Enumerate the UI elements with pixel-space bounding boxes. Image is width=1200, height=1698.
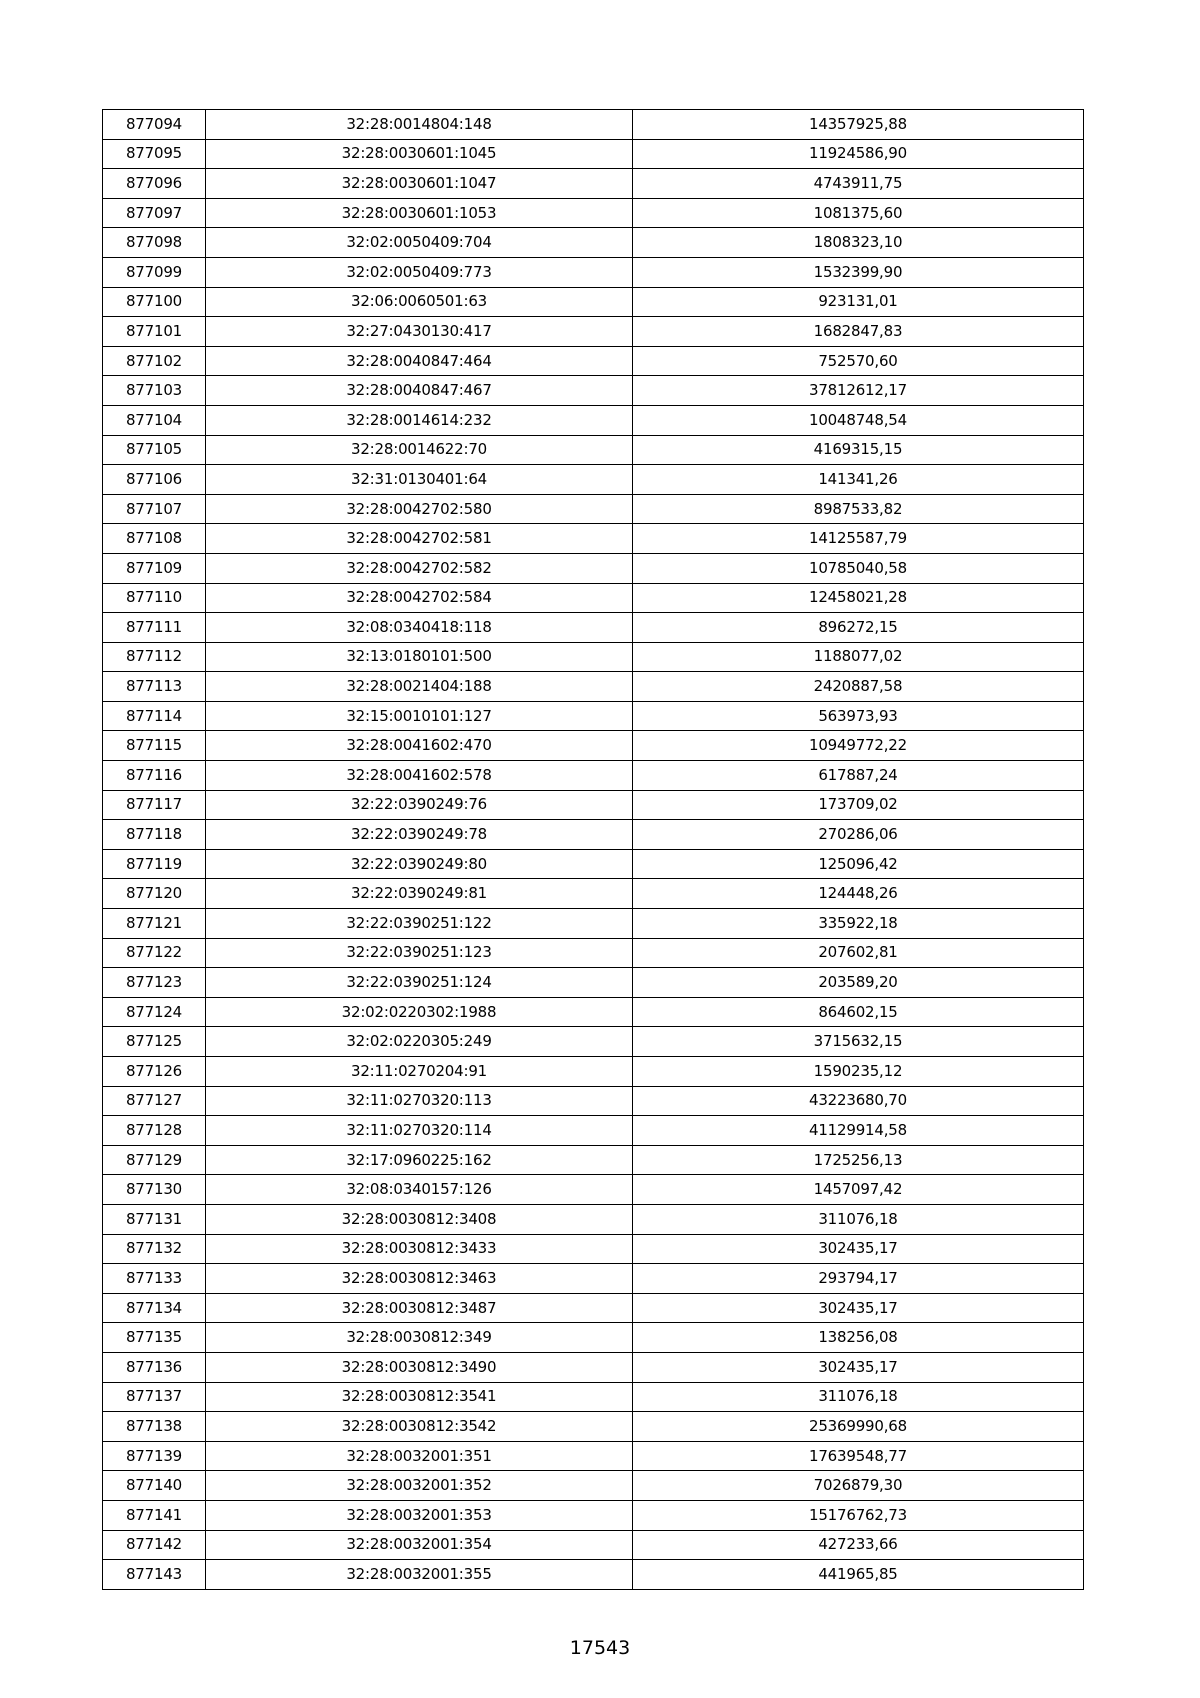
value-cell: 4743911,75	[633, 169, 1084, 199]
value-cell: 311076,18	[633, 1204, 1084, 1234]
cadastral-number-cell: 32:22:0390249:78	[206, 820, 633, 850]
value-cell: 1457097,42	[633, 1175, 1084, 1205]
value-cell: 1725256,13	[633, 1145, 1084, 1175]
table-row	[103, 405, 1084, 435]
row-number-cell: 877133	[103, 1264, 206, 1294]
row-number-cell: 877104	[103, 405, 206, 435]
row-number-cell: 877135	[103, 1323, 206, 1353]
cadastral-number-cell: 32:28:0030812:3490	[206, 1352, 633, 1382]
table-row	[103, 110, 1084, 140]
table-row	[103, 494, 1084, 524]
table-row	[103, 1264, 1084, 1294]
row-number-cell: 877097	[103, 198, 206, 228]
table-row	[103, 1027, 1084, 1057]
row-number-cell: 877136	[103, 1352, 206, 1382]
value-cell: 1590235,12	[633, 1057, 1084, 1087]
row-number-cell: 877110	[103, 583, 206, 613]
value-cell: 10785040,58	[633, 553, 1084, 583]
registry-table	[102, 109, 1084, 1590]
cadastral-number-cell: 32:28:0014614:232	[206, 405, 633, 435]
cadastral-number-cell: 32:02:0220302:1988	[206, 997, 633, 1027]
value-cell: 302435,17	[633, 1293, 1084, 1323]
value-cell: 270286,06	[633, 820, 1084, 850]
value-cell: 17639548,77	[633, 1441, 1084, 1471]
value-cell: 37812612,17	[633, 376, 1084, 406]
page-number: 17543	[569, 1637, 631, 1659]
cadastral-number-cell: 32:28:0041602:578	[206, 761, 633, 791]
table-row	[103, 1175, 1084, 1205]
row-number-cell: 877108	[103, 524, 206, 554]
cadastral-number-cell: 32:28:0030601:1045	[206, 139, 633, 169]
value-cell: 441965,85	[633, 1560, 1084, 1590]
cadastral-number-cell: 32:22:0390251:122	[206, 909, 633, 939]
cadastral-number-cell: 32:28:0032001:355	[206, 1560, 633, 1590]
cadastral-number-cell: 32:02:0220305:249	[206, 1027, 633, 1057]
table-row	[103, 1352, 1084, 1382]
row-number-cell: 877142	[103, 1530, 206, 1560]
table-row	[103, 1441, 1084, 1471]
row-number-cell: 877122	[103, 938, 206, 968]
value-cell: 124448,26	[633, 879, 1084, 909]
table-row	[103, 228, 1084, 258]
table-row	[103, 317, 1084, 347]
table-row	[103, 642, 1084, 672]
row-number-cell: 877121	[103, 909, 206, 939]
cadastral-number-cell: 32:11:0270204:91	[206, 1057, 633, 1087]
cadastral-number-cell: 32:27:0430130:417	[206, 317, 633, 347]
value-cell: 427233,66	[633, 1530, 1084, 1560]
cadastral-number-cell: 32:28:0030812:3541	[206, 1382, 633, 1412]
table-row	[103, 1412, 1084, 1442]
row-number-cell: 877109	[103, 553, 206, 583]
table-row	[103, 169, 1084, 199]
table-row	[103, 257, 1084, 287]
cadastral-number-cell: 32:28:0030601:1053	[206, 198, 633, 228]
value-cell: 293794,17	[633, 1264, 1084, 1294]
value-cell: 10048748,54	[633, 405, 1084, 435]
row-number-cell: 877129	[103, 1145, 206, 1175]
cadastral-number-cell: 32:22:0390249:80	[206, 849, 633, 879]
table-row	[103, 909, 1084, 939]
table-row	[103, 1234, 1084, 1264]
table-row	[103, 1293, 1084, 1323]
value-cell: 12458021,28	[633, 583, 1084, 613]
cadastral-number-cell: 32:28:0032001:354	[206, 1530, 633, 1560]
table-row	[103, 879, 1084, 909]
cadastral-number-cell: 32:28:0032001:352	[206, 1471, 633, 1501]
cadastral-number-cell: 32:22:0390249:81	[206, 879, 633, 909]
table-row	[103, 820, 1084, 850]
cadastral-number-cell: 32:15:0010101:127	[206, 701, 633, 731]
value-cell: 8987533,82	[633, 494, 1084, 524]
row-number-cell: 877124	[103, 997, 206, 1027]
value-cell: 896272,15	[633, 613, 1084, 643]
row-number-cell: 877125	[103, 1027, 206, 1057]
table-row	[103, 968, 1084, 998]
cadastral-number-cell: 32:13:0180101:500	[206, 642, 633, 672]
cadastral-number-cell: 32:17:0960225:162	[206, 1145, 633, 1175]
value-cell: 1532399,90	[633, 257, 1084, 287]
row-number-cell: 877116	[103, 761, 206, 791]
table-row	[103, 198, 1084, 228]
cadastral-number-cell: 32:28:0042702:580	[206, 494, 633, 524]
table-row	[103, 1116, 1084, 1146]
row-number-cell: 877131	[103, 1204, 206, 1234]
row-number-cell: 877138	[103, 1412, 206, 1442]
cadastral-number-cell: 32:28:0021404:188	[206, 672, 633, 702]
value-cell: 10949772,22	[633, 731, 1084, 761]
value-cell: 563973,93	[633, 701, 1084, 731]
table-row	[103, 524, 1084, 554]
cadastral-number-cell: 32:08:0340157:126	[206, 1175, 633, 1205]
table-row	[103, 465, 1084, 495]
registry-table-body	[103, 110, 1084, 1590]
cadastral-number-cell: 32:02:0050409:773	[206, 257, 633, 287]
value-cell: 207602,81	[633, 938, 1084, 968]
cadastral-number-cell: 32:28:0030812:3487	[206, 1293, 633, 1323]
value-cell: 125096,42	[633, 849, 1084, 879]
row-number-cell: 877113	[103, 672, 206, 702]
row-number-cell: 877128	[103, 1116, 206, 1146]
row-number-cell: 877099	[103, 257, 206, 287]
table-row	[103, 1471, 1084, 1501]
cadastral-number-cell: 32:28:0040847:464	[206, 346, 633, 376]
row-number-cell: 877139	[103, 1441, 206, 1471]
table-row	[103, 1086, 1084, 1116]
table-row	[103, 139, 1084, 169]
value-cell: 302435,17	[633, 1234, 1084, 1264]
value-cell: 1188077,02	[633, 642, 1084, 672]
cadastral-number-cell: 32:28:0014622:70	[206, 435, 633, 465]
table-row	[103, 287, 1084, 317]
table-row	[103, 731, 1084, 761]
cadastral-number-cell: 32:28:0032001:351	[206, 1441, 633, 1471]
row-number-cell: 877117	[103, 790, 206, 820]
value-cell: 43223680,70	[633, 1086, 1084, 1116]
row-number-cell: 877101	[103, 317, 206, 347]
row-number-cell: 877134	[103, 1293, 206, 1323]
value-cell: 752570,60	[633, 346, 1084, 376]
cadastral-number-cell: 32:28:0030812:3463	[206, 1264, 633, 1294]
row-number-cell: 877102	[103, 346, 206, 376]
value-cell: 302435,17	[633, 1352, 1084, 1382]
row-number-cell: 877143	[103, 1560, 206, 1590]
row-number-cell: 877106	[103, 465, 206, 495]
cadastral-number-cell: 32:28:0040847:467	[206, 376, 633, 406]
row-number-cell: 877130	[103, 1175, 206, 1205]
value-cell: 138256,08	[633, 1323, 1084, 1353]
value-cell: 1682847,83	[633, 317, 1084, 347]
cadastral-number-cell: 32:28:0030812:349	[206, 1323, 633, 1353]
cadastral-number-cell: 32:11:0270320:114	[206, 1116, 633, 1146]
table-row	[103, 1145, 1084, 1175]
cadastral-number-cell: 32:28:0030812:3408	[206, 1204, 633, 1234]
table-row	[103, 1530, 1084, 1560]
value-cell: 1081375,60	[633, 198, 1084, 228]
cadastral-number-cell: 32:02:0050409:704	[206, 228, 633, 258]
row-number-cell: 877111	[103, 613, 206, 643]
row-number-cell: 877114	[103, 701, 206, 731]
cadastral-number-cell: 32:28:0042702:582	[206, 553, 633, 583]
cadastral-number-cell: 32:06:0060501:63	[206, 287, 633, 317]
table-row	[103, 701, 1084, 731]
value-cell: 923131,01	[633, 287, 1084, 317]
row-number-cell: 877105	[103, 435, 206, 465]
value-cell: 173709,02	[633, 790, 1084, 820]
row-number-cell: 877103	[103, 376, 206, 406]
cadastral-number-cell: 32:28:0042702:584	[206, 583, 633, 613]
row-number-cell: 877141	[103, 1500, 206, 1530]
value-cell: 1808323,10	[633, 228, 1084, 258]
value-cell: 141341,26	[633, 465, 1084, 495]
row-number-cell: 877120	[103, 879, 206, 909]
row-number-cell: 877140	[103, 1471, 206, 1501]
value-cell: 4169315,15	[633, 435, 1084, 465]
row-number-cell: 877112	[103, 642, 206, 672]
value-cell: 14125587,79	[633, 524, 1084, 554]
value-cell: 25369990,68	[633, 1412, 1084, 1442]
value-cell: 617887,24	[633, 761, 1084, 791]
value-cell: 7026879,30	[633, 1471, 1084, 1501]
row-number-cell: 877137	[103, 1382, 206, 1412]
value-cell: 335922,18	[633, 909, 1084, 939]
cadastral-number-cell: 32:28:0030812:3433	[206, 1234, 633, 1264]
table-row	[103, 849, 1084, 879]
table-row	[103, 938, 1084, 968]
value-cell: 864602,15	[633, 997, 1084, 1027]
table-row	[103, 790, 1084, 820]
table-row	[103, 346, 1084, 376]
value-cell: 2420887,58	[633, 672, 1084, 702]
table-row	[103, 761, 1084, 791]
value-cell: 3715632,15	[633, 1027, 1084, 1057]
row-number-cell: 877107	[103, 494, 206, 524]
cadastral-number-cell: 32:22:0390251:124	[206, 968, 633, 998]
value-cell: 15176762,73	[633, 1500, 1084, 1530]
table-row	[103, 1560, 1084, 1590]
row-number-cell: 877123	[103, 968, 206, 998]
table-row	[103, 1500, 1084, 1530]
table-row	[103, 1204, 1084, 1234]
row-number-cell: 877098	[103, 228, 206, 258]
table-row	[103, 1323, 1084, 1353]
row-number-cell: 877132	[103, 1234, 206, 1264]
row-number-cell: 877095	[103, 139, 206, 169]
value-cell: 14357925,88	[633, 110, 1084, 140]
value-cell: 203589,20	[633, 968, 1084, 998]
row-number-cell: 877127	[103, 1086, 206, 1116]
row-number-cell: 877115	[103, 731, 206, 761]
cadastral-number-cell: 32:31:0130401:64	[206, 465, 633, 495]
table-row	[103, 583, 1084, 613]
value-cell: 41129914,58	[633, 1116, 1084, 1146]
cadastral-number-cell: 32:22:0390249:76	[206, 790, 633, 820]
cadastral-number-cell: 32:22:0390251:123	[206, 938, 633, 968]
table-row	[103, 553, 1084, 583]
value-cell: 11924586,90	[633, 139, 1084, 169]
cadastral-number-cell: 32:28:0030601:1047	[206, 169, 633, 199]
cadastral-number-cell: 32:28:0032001:353	[206, 1500, 633, 1530]
table-row	[103, 1382, 1084, 1412]
table-row	[103, 435, 1084, 465]
cadastral-number-cell: 32:28:0042702:581	[206, 524, 633, 554]
row-number-cell: 877100	[103, 287, 206, 317]
row-number-cell: 877094	[103, 110, 206, 140]
table-row	[103, 997, 1084, 1027]
row-number-cell: 877096	[103, 169, 206, 199]
registry-table-container	[102, 109, 1083, 1590]
row-number-cell: 877126	[103, 1057, 206, 1087]
row-number-cell: 877119	[103, 849, 206, 879]
cadastral-number-cell: 32:08:0340418:118	[206, 613, 633, 643]
table-row	[103, 376, 1084, 406]
value-cell: 311076,18	[633, 1382, 1084, 1412]
cadastral-number-cell: 32:28:0041602:470	[206, 731, 633, 761]
row-number-cell: 877118	[103, 820, 206, 850]
table-row	[103, 672, 1084, 702]
cadastral-number-cell: 32:28:0014804:148	[206, 110, 633, 140]
cadastral-number-cell: 32:11:0270320:113	[206, 1086, 633, 1116]
table-row	[103, 613, 1084, 643]
cadastral-number-cell: 32:28:0030812:3542	[206, 1412, 633, 1442]
table-row	[103, 1057, 1084, 1087]
